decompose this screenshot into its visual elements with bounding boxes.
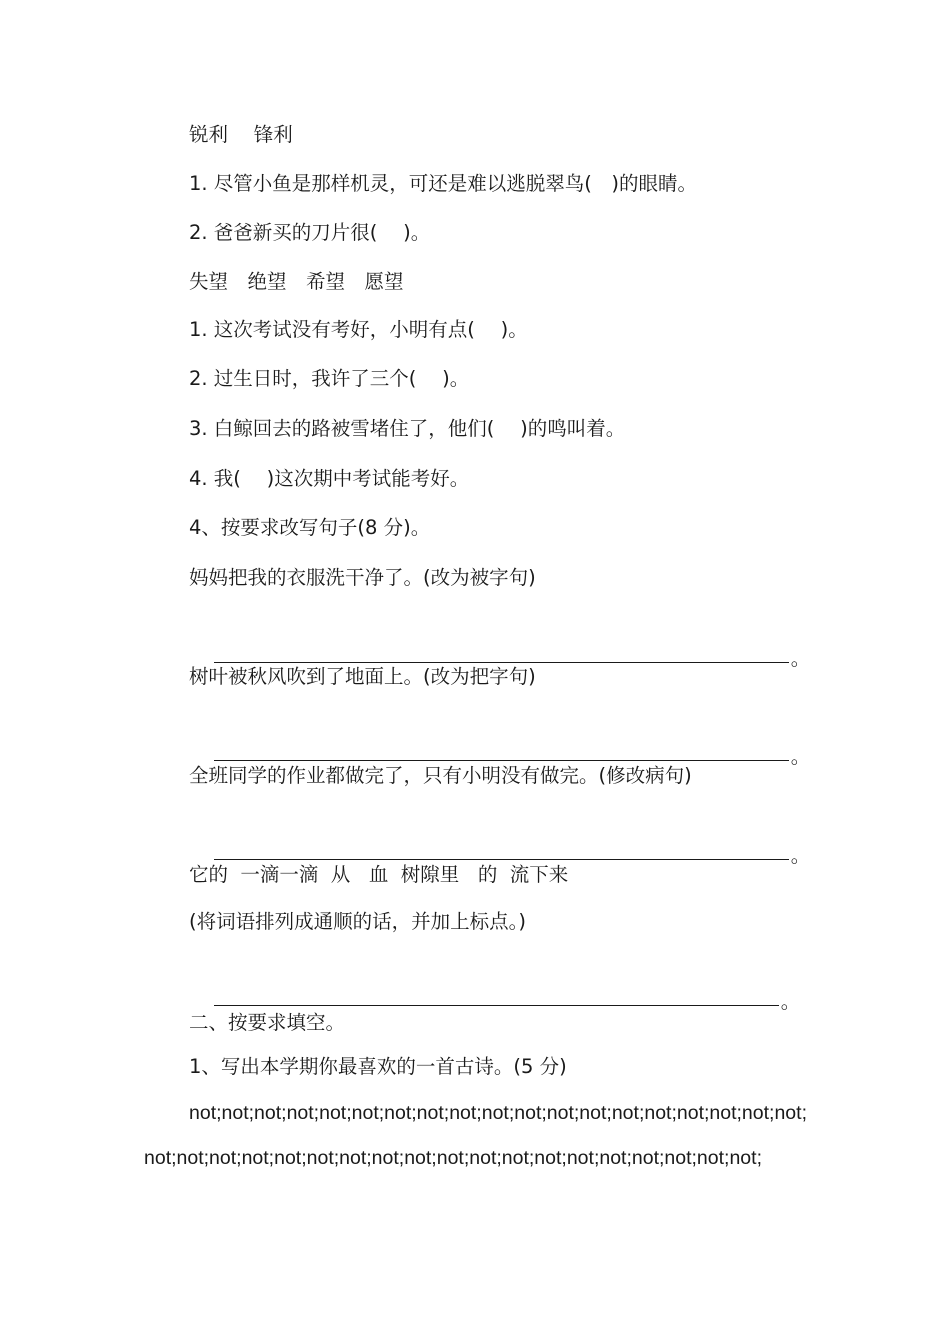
answer-line-2 xyxy=(214,760,789,761)
rewrite-prompt-1: 妈妈把我的衣服洗干净了。(改为被字句) xyxy=(189,566,536,589)
question-2-2: 2. 过生日时，我许了三个( )。 xyxy=(189,367,470,390)
rewrite-prompt-3: 全班同学的作业都做完了，只有小明没有做完。(修改病句) xyxy=(189,764,692,787)
question-1-2: 2. 爸爸新买的刀片很( )。 xyxy=(189,221,431,244)
word-group-2: 失望 绝望 希望 愿望 xyxy=(189,270,404,293)
question-2-1: 1. 这次考试没有考好，小明有点( )。 xyxy=(189,318,528,341)
answer-line-end-4: 。 xyxy=(780,990,801,1013)
answer-line-4 xyxy=(214,1005,779,1006)
poem-answer: not;not;not;not;not;not;not;not;not;not;not;not;not;not;not;not;not;not;not;not;not;not;not;not;not;not;not;not;not;not;not;not;not;not;not;not;not;not; xyxy=(144,1102,807,1169)
word-pair-1: 锐利 锋利 xyxy=(189,123,293,146)
rewrite-prompt-2: 树叶被秋风吹到了地面上。(改为把字句) xyxy=(189,665,536,688)
answer-line-end-2: 。 xyxy=(790,745,811,768)
answer-line-end-1: 。 xyxy=(790,647,811,670)
part-4-heading: 4、按要求改写句子(8 分)。 xyxy=(189,516,431,539)
poem-prompt: 1、写出本学期你最喜欢的一首古诗。(5 分) xyxy=(189,1055,567,1078)
rewrite-prompt-4-words: 它的 一滴一滴 从 血 树隙里 的 流下来 xyxy=(189,863,569,886)
question-2-3: 3. 白鲸回去的路被雪堵住了，他们( )的鸣叫着。 xyxy=(189,417,626,440)
answer-line-3 xyxy=(214,859,789,860)
answer-line-end-3: 。 xyxy=(790,844,811,867)
question-2-4: 4. 我( )这次期中考试能考好。 xyxy=(189,467,470,490)
section-2-heading: 二、按要求填空。 xyxy=(189,1011,346,1034)
question-1-1: 1. 尽管小鱼是那样机灵，可还是难以逃脱翠鸟( )的眼睛。 xyxy=(189,172,698,195)
rewrite-prompt-4-instruction: (将词语排列成通顺的话，并加上标点。) xyxy=(189,910,526,933)
